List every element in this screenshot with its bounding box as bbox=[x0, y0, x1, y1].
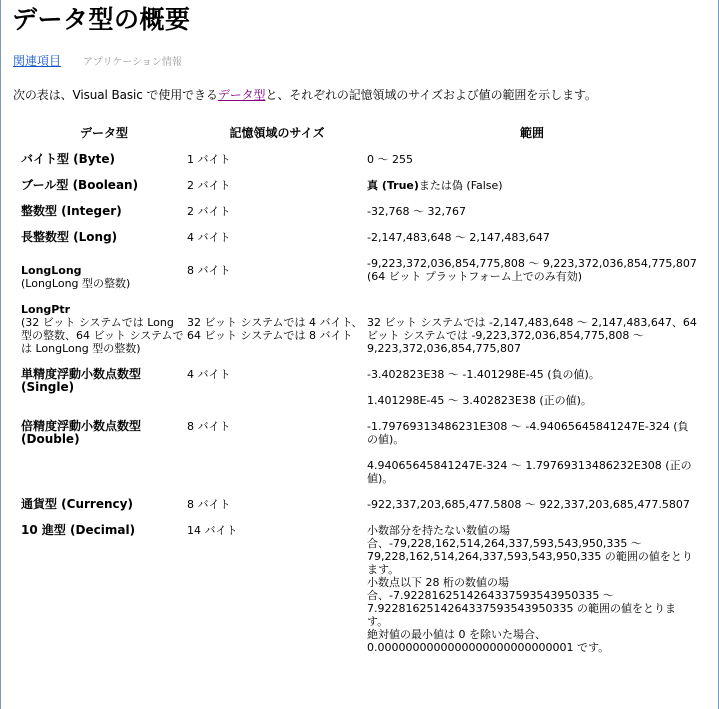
range-cell bbox=[367, 179, 697, 205]
data-type-table bbox=[15, 121, 697, 654]
size-cell: 8 バイト bbox=[187, 264, 231, 277]
header-range: 範囲 bbox=[519, 126, 544, 140]
intro-text-before: 次の表は、Visual Basic で使用できる bbox=[13, 88, 218, 102]
range-cell bbox=[367, 420, 697, 498]
type-cell: 整数型 (Integer) bbox=[21, 204, 122, 218]
type-cell: 通貨型 (Currency) bbox=[21, 497, 133, 511]
table-row bbox=[15, 368, 697, 420]
range-bold-text: 真 (True) bbox=[367, 179, 419, 192]
range-cell: -2,147,483,648 ～ 2,147,483,647 bbox=[367, 231, 550, 244]
type-cell: 倍精度浮動小数点数型 (Double) bbox=[21, 419, 142, 446]
range-integer: 小数部分を持たない数値の場合、-79,228,162,514,264,337,593,543,950,335 ～ 79,228,162,514,264,337,593,543,950,335 の範囲の値をとります。 bbox=[367, 524, 693, 576]
table-header-row bbox=[15, 121, 697, 153]
range-decimal: 小数点以下 28 桁の数値の場合、-7.9228162514264337593543950335 ～ 7.9228162514264337593543950335 の範囲の値をとります。 bbox=[367, 576, 676, 628]
range-cell bbox=[367, 368, 697, 420]
range-cell: 0 ～ 255 bbox=[367, 153, 413, 166]
intro-text-after: と、それぞれの記憶領域のサイズおよび値の範囲を示します。 bbox=[265, 88, 597, 102]
table-row bbox=[15, 303, 697, 368]
type-name: LongPtr bbox=[21, 303, 71, 316]
header-size: 記憶領域のサイズ bbox=[229, 126, 325, 140]
range-min: 絶対値の最小値は 0 を除いた場合、0.0000000000000000000000000001 です。 bbox=[367, 628, 610, 654]
type-cell: 長整数型 (Long) bbox=[21, 230, 118, 244]
size-cell: 8 バイト bbox=[187, 420, 231, 433]
range-positive: 4.94065645841247E-324 ～ 1.79769313486232E308 (正の値)。 bbox=[367, 459, 692, 485]
type-cell: ブール型 (Boolean) bbox=[21, 178, 139, 192]
range-cell: -9,223,372,036,854,775,808 ～ 9,223,372,036,854,775,807 (64 ビット プラットフォーム上でのみ有効) bbox=[367, 257, 697, 283]
size-cell: 4 バイト bbox=[187, 231, 231, 244]
type-cell: 単精度浮動小数点数型 (Single) bbox=[21, 367, 142, 394]
data-type-link[interactable]: データ型 bbox=[217, 88, 266, 102]
table-row bbox=[15, 257, 697, 303]
app-info-link[interactable]: アプリケーション情報 bbox=[82, 57, 182, 68]
range-cell bbox=[367, 524, 697, 654]
type-description: (32 ビット システムでは Long 型の整数、64 ビット システムでは LongLong 型の整数) bbox=[21, 316, 184, 355]
table-row bbox=[15, 524, 697, 654]
size-cell: 1 バイト bbox=[187, 153, 231, 166]
page-title: データ型の概要 bbox=[12, 5, 191, 34]
type-cell bbox=[15, 303, 187, 368]
size-cell: 2 バイト bbox=[187, 179, 231, 192]
table-row bbox=[15, 498, 697, 524]
range-negative: -3.402823E38 ～ -1.401298E-45 (負の値)。 bbox=[367, 368, 600, 381]
type-cell: バイト型 (Byte) bbox=[21, 152, 115, 166]
type-cell bbox=[15, 257, 187, 303]
table-row bbox=[15, 205, 697, 231]
size-cell: 2 バイト bbox=[187, 205, 231, 218]
size-cell: 4 バイト bbox=[187, 368, 231, 381]
size-cell: 8 バイト bbox=[187, 498, 231, 511]
header-type: データ型 bbox=[79, 126, 128, 140]
range-positive: 1.401298E-45 ～ 3.402823E38 (正の値)。 bbox=[367, 394, 592, 407]
table-row bbox=[15, 231, 697, 257]
type-cell: 10 進型 (Decimal) bbox=[21, 523, 136, 537]
range-cell: -922,337,203,685,477.5808 ～ 922,337,203,685,477.5807 bbox=[367, 498, 690, 511]
size-cell: 14 バイト bbox=[187, 524, 238, 537]
table-row bbox=[15, 420, 697, 498]
table-row bbox=[15, 153, 697, 179]
type-description: (LongLong 型の整数) bbox=[21, 277, 131, 290]
related-topics-link[interactable]: 関連項目 bbox=[13, 54, 62, 68]
range-cell: -32,768 ～ 32,767 bbox=[367, 205, 466, 218]
intro-paragraph bbox=[13, 86, 597, 103]
range-cell: 32 ビット システムでは -2,147,483,648 ～ 2,147,483,647、64 ビット システムでは -9,223,372,036,854,775,808 ～ 9,223,372,036,854,775,807 bbox=[367, 316, 697, 355]
range-text: または偽 (False) bbox=[418, 179, 503, 192]
range-negative: -1.79769313486231E308 ～ -4.94065645841247E-324 (負の値)。 bbox=[367, 420, 689, 446]
size-cell: 32 ビット システムでは 4 バイト、64 ビット システムでは 8 バイト bbox=[187, 316, 363, 342]
type-name: LongLong bbox=[21, 264, 82, 277]
table-row bbox=[15, 179, 697, 205]
related-links bbox=[13, 52, 182, 69]
